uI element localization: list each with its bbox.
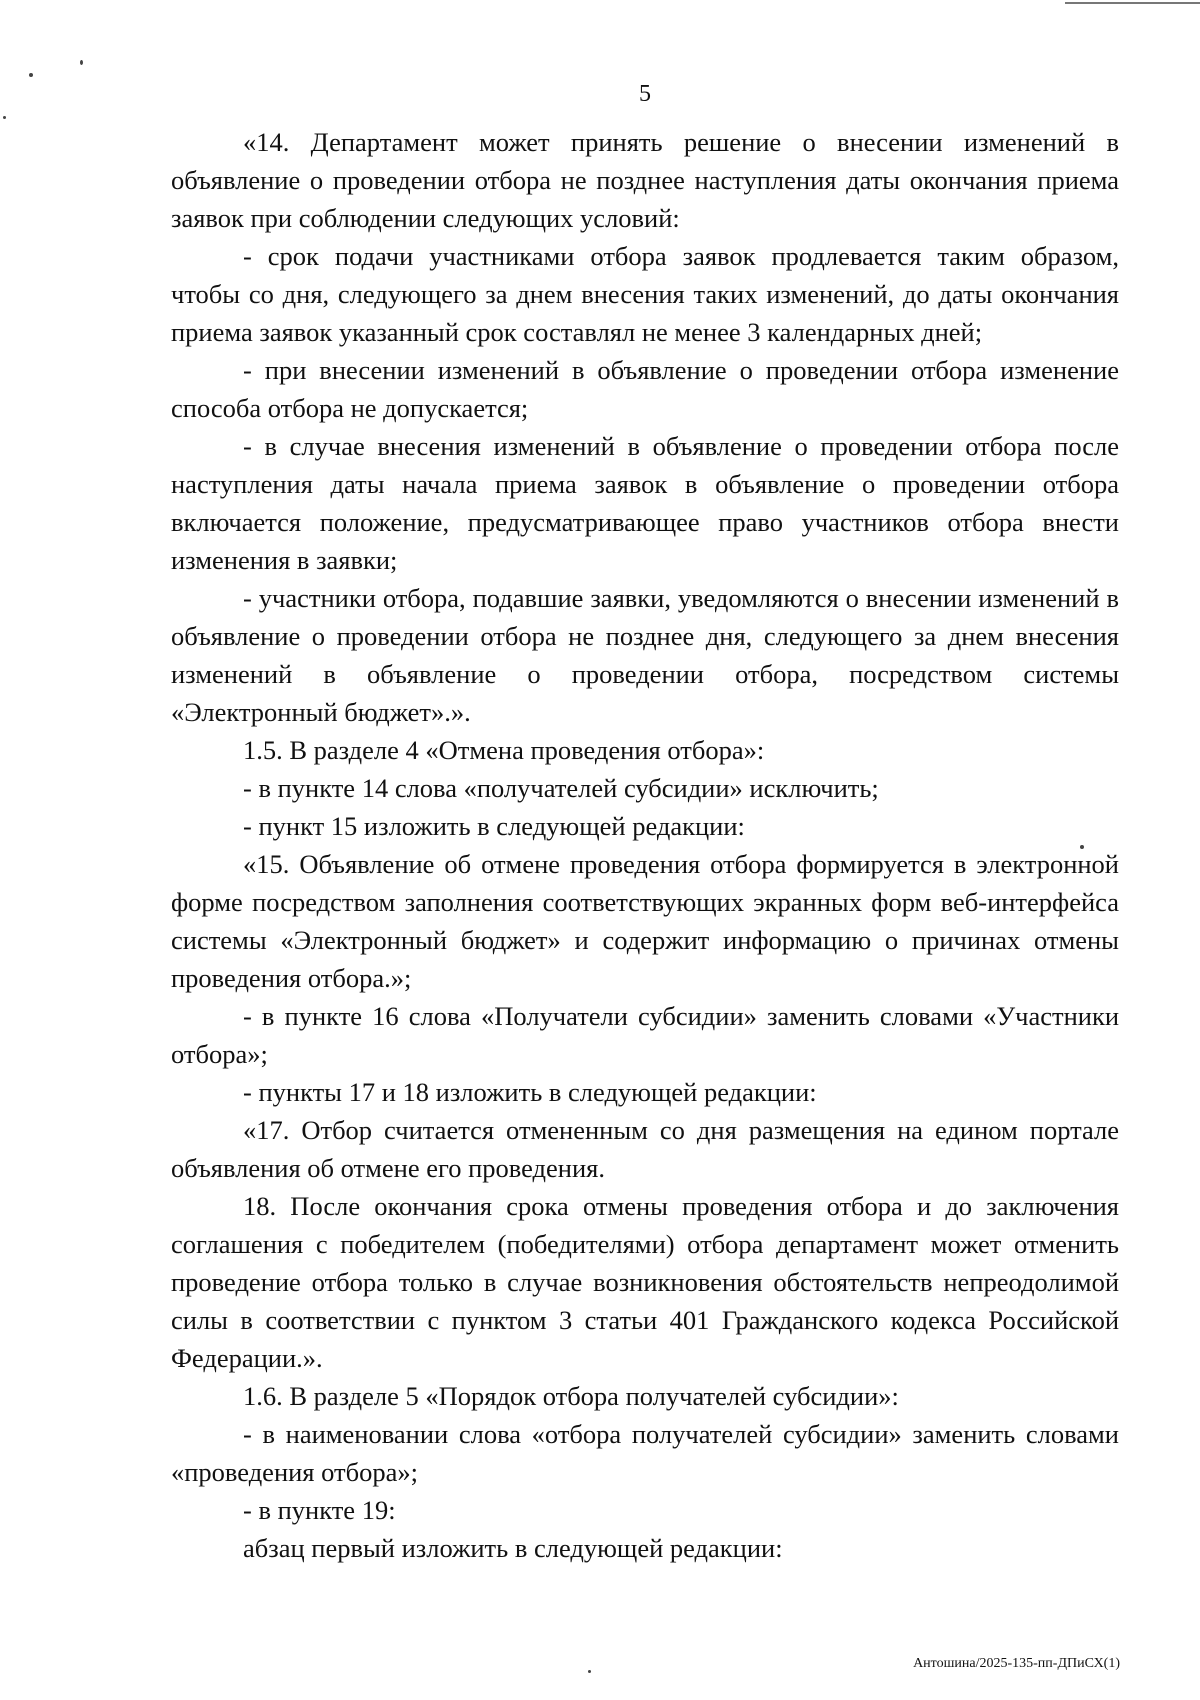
scan-speck (29, 73, 33, 77)
paragraph: - в пункте 16 слова «Получатели субсидии» заменить словами «Участники отбора»; (171, 1001, 1119, 1069)
paragraph: абзац первый изложить в следующей редакции: (243, 1533, 783, 1563)
scan-speck (80, 60, 83, 65)
paragraph: «14. Департамент может принять решение о внесении изменений в объявление о проведении отбора не позднее наступления даты окончания приема заявок при соблюдении следующих условий: (171, 127, 1119, 233)
paragraph: - участники отбора, подавшие заявки, уведомляются о внесении изменений в объявление о проведении отбора не позднее дня, следующего за днем внесения изменений в объявление о проведении отбора, посредством системы «Электронный бюджет».». (171, 583, 1119, 727)
scan-speck (588, 1670, 591, 1673)
scan-speck (3, 116, 6, 119)
paragraph: - в наименовании слова «отбора получателей субсидии» заменить словами «проведения отбора»; (171, 1419, 1119, 1487)
paragraph: - в пункте 14 слова «получателей субсидии» исключить; (243, 773, 879, 803)
paragraph: 1.6. В разделе 5 «Порядок отбора получателей субсидии»: (243, 1381, 899, 1411)
document-footer-code: Антошина/2025-135-пп-ДПиСХ(1) (913, 1656, 1120, 1671)
paragraph: - пункт 15 изложить в следующей редакции: (243, 811, 745, 841)
paragraph: 18. После окончания срока отмены проведения отбора и до заключения соглашения с победителем (победителями) отбора департамент может отменить проведение отбора только в случае возникновения обстоятельств непреодолимой силы в соответствии с пунктом 3 статьи 401 Гражданского кодекса Российской Федерации.». (171, 1191, 1119, 1373)
document-body (171, 123, 1119, 1567)
paragraph: - срок подачи участниками отбора заявок продлевается таким образом, чтобы со дня, следующего за днем внесения таких изменений, до даты окончания приема заявок указанный срок составлял не менее 3 календарных дней; (171, 241, 1119, 347)
paragraph: - пункты 17 и 18 изложить в следующей редакции: (243, 1077, 817, 1107)
paragraph: - в случае внесения изменений в объявление о проведении отбора после наступления даты начала приема заявок в объявление о проведении отбора включается положение, предусматривающее право участников отбора внести изменения в заявки; (171, 431, 1119, 575)
paragraph: 1.5. В разделе 4 «Отмена проведения отбора»: (243, 735, 765, 765)
paragraph: «15. Объявление об отмене проведения отбора формируется в электронной форме посредством заполнения соответствующих экранных форм веб-интерфейса системы «Электронный бюджет» и содержит информацию о причинах отмены проведения отбора.»; (171, 849, 1119, 993)
paragraph: - в пункте 19: (243, 1495, 396, 1525)
scan-edge-line (1065, 2, 1200, 4)
paragraph: «17. Отбор считается отмененным со дня размещения на едином портале объявления об отмене его проведения. (171, 1115, 1119, 1183)
paragraph: - при внесении изменений в объявление о проведении отбора изменение способа отбора не допускается; (171, 355, 1119, 423)
page-number: 5 (639, 81, 651, 107)
